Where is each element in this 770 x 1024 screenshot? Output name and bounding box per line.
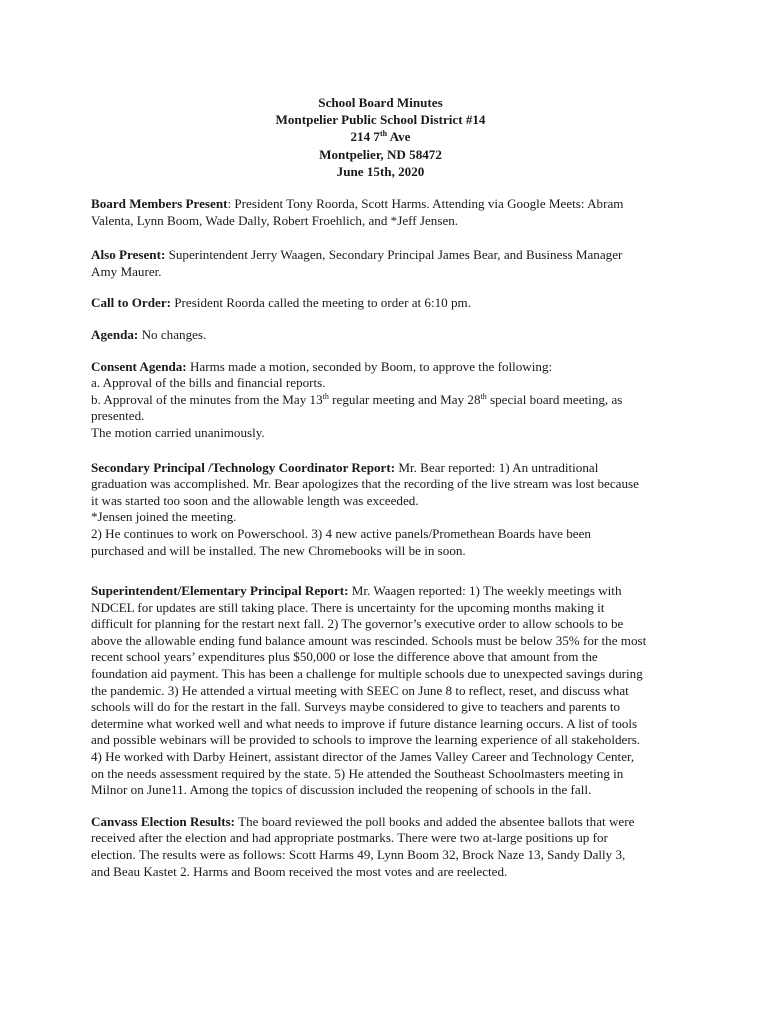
agenda-text: No changes. — [138, 326, 207, 342]
district-name: Montpelier Public School District #14 — [275, 112, 486, 128]
consent-agenda-label: Consent Agenda: — [91, 358, 187, 374]
consent-motion-result: The motion carried unanimously. — [91, 424, 265, 440]
also-present-paragraph — [91, 247, 670, 280]
consent-item-b-cont: presented. — [91, 408, 145, 424]
agenda-paragraph — [91, 327, 670, 344]
document-title: School Board Minutes — [318, 95, 443, 110]
district-city: Montpelier, ND 58472 — [319, 146, 442, 162]
agenda-label: Agenda: — [91, 326, 139, 342]
district-address — [91, 128, 670, 145]
also-present-text: Superintendent Jerry Waagen, Secondary Principal James Bear, and Business Manager — [165, 247, 623, 263]
call-to-order-paragraph — [91, 295, 670, 312]
members-present-text-cont: Valenta, Lynn Boom, Wade Dally, Robert Froehlich, and *Jeff Jensen. — [91, 212, 459, 228]
document-header — [91, 94, 670, 180]
consent-item-b: b. Approval of the minutes from the May 13th regular meeting and May 28th special board meeting, as — [91, 391, 623, 407]
secondary-principal-label: Secondary Principal /Technology Coordinator Report: — [91, 459, 396, 475]
consent-agenda-text: Harms made a motion, seconded by Boom, to approve the following: — [186, 358, 553, 374]
canvass-label: Canvass Election Results: — [91, 813, 236, 829]
call-to-order-text: President Roorda called the meeting to order at 6:10 pm. — [171, 295, 471, 311]
members-present-label: Board Members Present — [91, 196, 228, 212]
call-to-order-label: Call to Order: — [91, 295, 171, 311]
address-number: 214 7 — [350, 129, 380, 145]
address-superscript: th — [379, 129, 388, 139]
superintendent-report: Superintendent/Elementary Principal Report: Mr. Waagen reported: 1) The weekly meetings with NDCEL for updates are still taking place. There is uncertainty for the upcoming months making it difficult for planning for the restart next fall. 2) The governor’s executive order to allow schools to be above the allowable ending fund balance amount was rescinded. Schools must be below 35% for the most recent school years’ expenditures plus $50,000 or lose the difference above that amount from the foundation aid payment. This has been a challenge for multiple schools due to unexpected savings during the pandemic. 3) He attended a virtual meeting with SEEC on June 8 to reflect, reset, and discuss what schools will do for the restart in the fall. Surveys maybe considered to give to teachers and parents to determine what worked well and what needs to improve if future distance learning occurs. A list of tools and possible webinars will be provided to schools to improve the learning experience of all stakeholders. 4) He worked with Darby Heinert, assistant director of the James Valley Career and Technology Center, on the needs assessment required by the state. 5) He attended the Southeast Schoolmasters meeting in Milnor on June11. Among the topics of discussion included the reopening of schools in the fall. — [91, 583, 647, 798]
members-present-paragraph — [91, 196, 670, 229]
members-present-text: : President Tony Roorda, Scott Harms. Attending via Google Meets: Abram — [227, 196, 624, 212]
jensen-joined-note: *Jensen joined the meeting. — [91, 509, 237, 525]
also-present-label: Also Present: — [91, 247, 166, 263]
meeting-date: June 15th, 2020 — [336, 163, 425, 179]
address-street: Ave — [387, 129, 411, 145]
superintendent-label: Superintendent/Elementary Principal Report: — [91, 583, 349, 599]
consent-item-a: a. Approval of the bills and financial reports. — [91, 375, 326, 391]
secondary-principal-report: Secondary Principal /Technology Coordinator Report: Mr. Bear reported: 1) An untraditional graduation was accomplished. Mr. Bear apologizes that the recording of the live stream was lost because it was started too soon and the allowable length was exceeded. *Jensen joined the meeting. 2) He continues to work on Powerschool. 3) 4 new active panels/Promethean Boards have been purchased and will be installed. The new Chromebooks will be in soon. — [91, 460, 670, 560]
consent-agenda-paragraph — [91, 359, 670, 442]
canvass-election-results: Canvass Election Results: The board reviewed the poll books and added the absentee ballots that were received after the election and had appropriate postmarks. There were two at-large positions up for election. The results were as follows: Scott Harms 49, Lynn Boom 32, Brock Naze 13, Sandy Dally 3, and Beau Kastet 2. Harms and Boom received the most votes and are reelected. — [91, 813, 635, 879]
also-present-text-cont: Amy Maurer. — [91, 263, 162, 279]
